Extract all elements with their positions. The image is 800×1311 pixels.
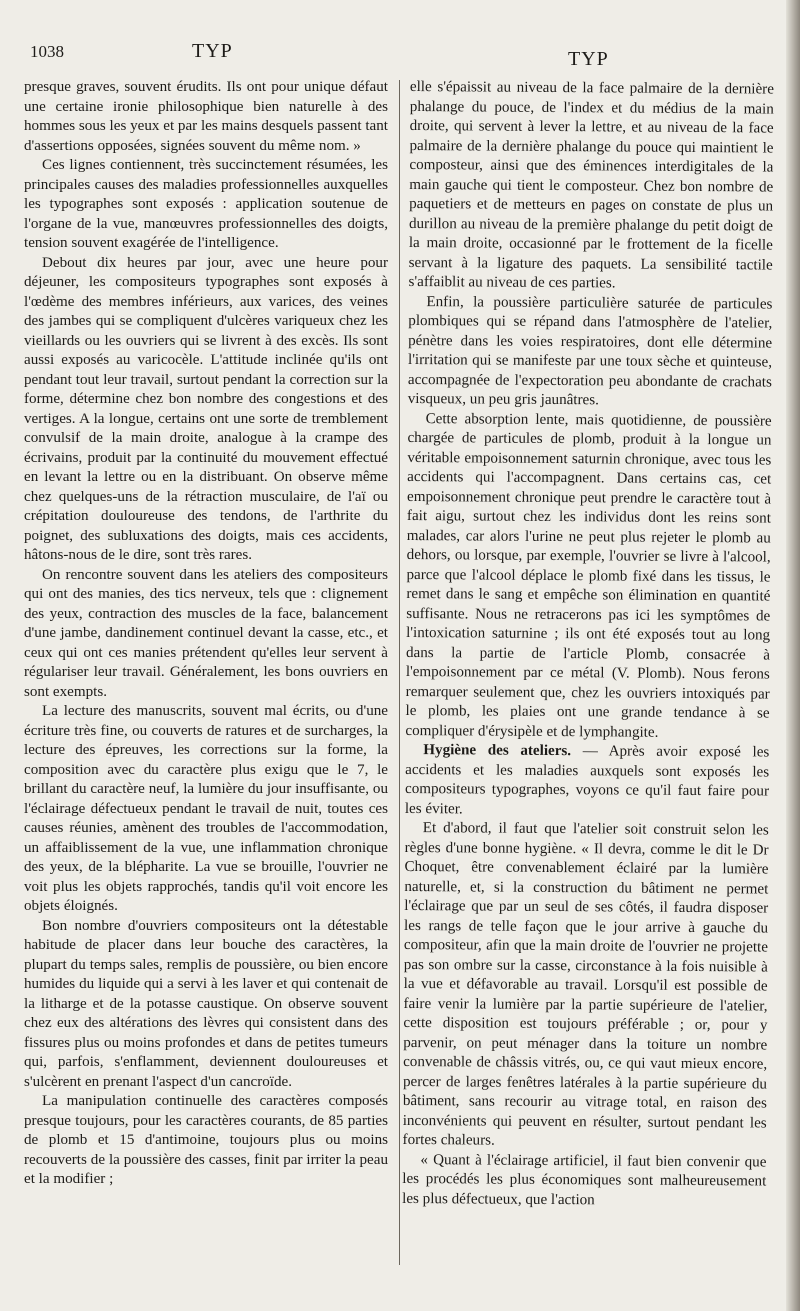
left-column [24, 78, 388, 1190]
column-divider [399, 80, 400, 1265]
paragraph: elle s'épaissit au niveau de la face palmaire de la dernière phalange du pouce, de l'index et du médius de la main droite, qui servent à lever la lettre, et au niveau de la face palmaire de la dernière phalange du pouce qui maintient le composteur, ainsi que des éminences interdigitales de la main gauche qui tient le composteur. Chez bon nombre de paquetiers et de metteurs en pages on constate de plus un durillon au niveau de la première phalange du petit doigt de la main droite, occasionné par le frottement de la ficelle servant à la ligature des paquets. La sensibilité tactile s'affaiblit au niveau de ces parties. [408, 78, 774, 292]
page-edge-shadow [786, 0, 800, 1311]
paragraph: On rencontre souvent dans les ateliers des compositeurs qui ont des manies, des tics nerveux, tels que : clignement des yeux, contraction des muscles de la face, balancement d'une jambe, dandinement continuel devant la casse, etc., et ceux qui ont ces manies prétendent qu'elles leur servent à régulariser leur travail. Généralement, les bons ouvriers en sont exempts. [24, 566, 388, 700]
running-head-right: TYP [568, 48, 609, 70]
page-header [30, 38, 770, 68]
paragraph-hygiene [405, 741, 770, 822]
paragraph: « Quant à l'éclairage artificiel, il faut bien convenir que les procédés les plus économiques sont malheureusement les plus défectueux, que l'action [402, 1151, 767, 1208]
section-title: Hygiène des ateliers. [423, 742, 572, 760]
paragraph: La manipulation continuelle des caractères composés presque toujours, pour les caractères courants, de 85 parties de plomb et 15 d'antimoine, toujours plus ou moins recouverts de la poussière des casses, finit par irriter la peau et la modifier ; [24, 1093, 388, 1187]
paragraph-text: — Après avoir exposé les accidents et les maladies auxquels sont exposés les compositeurs typographes, voyons ce qu'il faut faire pour les éviter. [404, 743, 770, 817]
paragraph: Et d'abord, il faut que l'atelier soit construit selon les règles d'une bonne hygiène. « Il devra, comme le dit le Dr Choquet, être convenablement éclairé par la lumière naturelle, et, si la construction du bâtiment ne permet l'éclairage que par un seul de ses côtés, il faudra disposer les rangs de telle façon que le jour arrive à gauche du compositeur, afin que la main droite de l'ouvrier ne projette pas son ombre sur la casse, circonstance à la fois nuisible à la vue et défavorable au travail. Lorsqu'il est possible de faire venir la lumière par la partie supérieure de l'atelier, cette disposition est toujours préférable ; or, pour y parvenir, on peut ménager dans la toiture un nombre convenable de châssis vitrés, ou, ce qui vaut mieux encore, percer de larges fenêtres latérales à la partie supérieure du bâtiment, sans recourir au vitrage total, en raison des inconvénients qui peuvent en résulter, surtout pendant les fortes chaleurs. [402, 820, 769, 1149]
paragraph: Bon nombre d'ouvriers compositeurs ont la détestable habitude de placer dans leur bouche des caractères, la plupart du temps sales, remplis de poussière, ou bien encore humides du liquide qui a servi à les laver et qui contenait de la litharge et de la potasse caustique. On observe souvent chez eux des altérations des lèvres qui consistent dans des fissures plus ou moins profondes et dans de petites tumeurs qui, parfois, s'enflamment, deviennent douloureuses et s'ulcèrent en prenant l'aspect d'un cancroïde. [24, 917, 388, 1090]
running-head-left: TYP [192, 40, 233, 62]
paragraph: La lecture des manuscrits, souvent mal écrits, ou d'une écriture très fine, ou couverts de ratures et de surcharges, la lecture des épreuves, les corrections sur la forme, la composition avec du caractère plus exigu que le 7, le brillant du caractère neuf, la lumière du jour insuffisante, ou l'éclairage défectueux pendant le travail de nuit, toutes ces causes réunies, amènent des troubles de l'accommodation, un affaiblissement de la vue, une inflammation chronique des yeux, de la blépharite. La vue se brouille, l'ouvrier ne voit plus les objets rapprochés, tandis qu'il voit encore les objets éloignés. [24, 703, 388, 914]
paragraph: presque graves, souvent érudits. Ils ont pour unique défaut une certaine ironie philosophique bien naturelle à des hommes sous les yeux et par les mains desquels passent tant d'assertions opposées, signées souvent du même nom. » [24, 79, 388, 154]
paragraph: Ces lignes contiennent, très succinctement résumées, les principales causes des maladies professionnelles auxquelles les typographes sont exposés : application soutenue de l'organe de la vue, manœuvres professionnelles des doigts, tension souvent exagérée de l'intelligence. [24, 157, 388, 251]
paragraph: Cette absorption lente, mais quotidienne, de poussière chargée de particules de plomb, produit à la longue un véritable empoisonnement saturnin chronique, avec tous les accidents qui l'accompagnent. Dans certains cas, cet empoisonnement chronique peut prendre le caractère tout à fait aigu, surtout chez les individus dont les reins sont malades, car alors l'urine ne peut plus rejeter le plomb au dehors, ou lorsque, par exemple, l'ouvrier se livre à l'alcool, parce que l'alcool déplace le plomb fixé dans les tissus, le remet dans le sang et empêche son élimination en quantité suffisante. Nous ne retracerons pas ici les symptômes de l'intoxication saturnine ; ils ont été exposés tout au long dans la partie de l'article Plomb, consacrée à l'empoisonnement par ce métal (V. Plomb). Nous ferons remarquer seulement que, chez les ouvriers intoxiqués par le plomb, les plaies ont une grande tendance à se compliquer d'érysipèle et de lymphangite. [405, 410, 772, 741]
right-column [402, 78, 774, 1212]
page-number: 1038 [30, 42, 64, 61]
paragraph: Enfin, la poussière particulière saturée de particules plombiques qui se répand dans l'atmosphère de l'atelier, pénètre dans les voies respiratoires, dont elle détermine l'irritation qui se manifeste par une toux sèche et quinteuse, accompagnée de l'expectoration peu abondante de crachats visqueux, un peu gris jaunâtres. [407, 293, 773, 409]
paragraph: Debout dix heures par jour, avec une heure pour déjeuner, les compositeurs typographes sont exposés à l'œdème des membres inférieurs, aux varices, des veines des jambes qui se compliquent d'ulcères variqueux chez les vieillards ou les ouvriers qui se livrent à des excès. Ils sont aussi exposés au varicocèle. L'attitude inclinée qu'ils ont pendant tout leur travail, surtout pendant la correction sur la forme, détermine chez bon nombre des congestions et des vertiges. A la longue, certains ont une sorte de tremblement convulsif de la main droite, analogue à la crampe des écrivains, produit par la continuité du mouvement effectué en levant la lettre ou en la distribuant. On observe même chez quelques-uns de la rétraction musculaire, de l'aï ou crépitation douloureuse des tendons, de l'arthrite du poignet, des subluxations des doigts, mais ces accidents, hâtons-nous de le dire, sont très rares. [24, 254, 388, 563]
